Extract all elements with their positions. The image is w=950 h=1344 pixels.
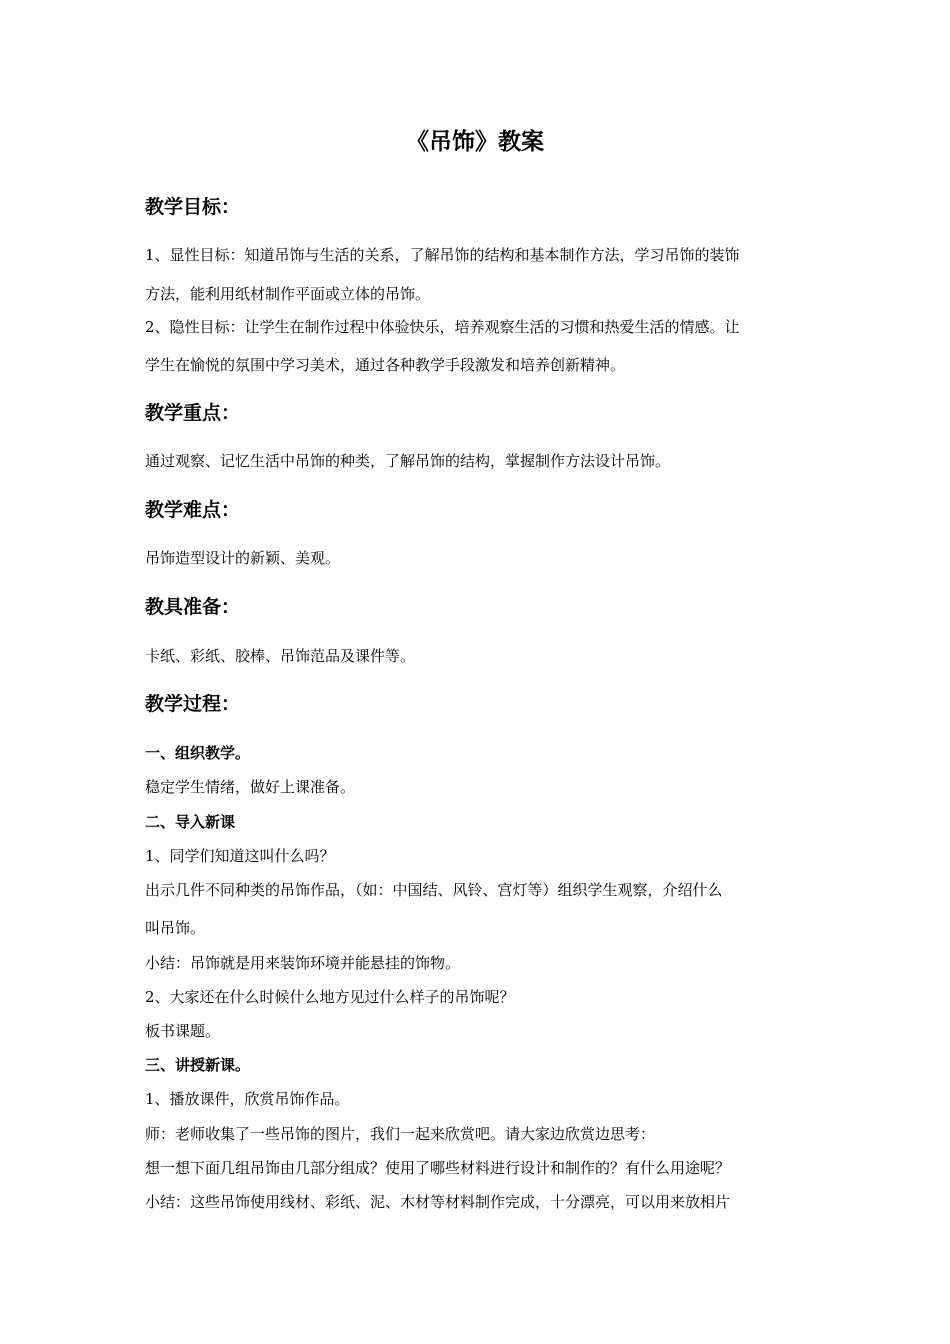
process-step-3-line-1: 1、播放课件，欣赏吊饰作品。 bbox=[145, 1090, 350, 1108]
process-step-2-line-4: 小结：吊饰就是用来装饰环境并能悬挂的饰物。 bbox=[145, 954, 461, 972]
process-step-2-line-5: 2、大家还在什么时候什么地方见过什么样子的吊饰呢？ bbox=[145, 988, 515, 1006]
objectives-line-4: 学生在愉悦的氛围中学习美术，通过各种教学手段激发和培养创新精神。 bbox=[145, 356, 626, 374]
heading-process: 教学过程： bbox=[145, 693, 241, 715]
heading-key-points: 教学重点： bbox=[145, 402, 241, 424]
process-step-2-line-1: 1、同学们知道这叫什么吗？ bbox=[145, 847, 335, 865]
materials-line-1: 卡纸、彩纸、胶棒、吊饰范品及课件等。 bbox=[145, 647, 416, 665]
process-step-3-line-4: 小结：这些吊饰使用线材、彩纸、泥、木材等材料制作完成，十分漂亮，可以用来放相片 bbox=[145, 1193, 731, 1211]
process-step-2-line-6: 板书课题。 bbox=[145, 1022, 221, 1040]
process-step-2-line-3: 叫吊饰。 bbox=[145, 919, 206, 937]
heading-difficulties: 教学难点： bbox=[145, 499, 241, 521]
document-title: 《吊饰》教案 bbox=[406, 129, 544, 155]
process-step-1-line-1: 稳定学生情绪，做好上课准备。 bbox=[145, 778, 356, 796]
heading-materials: 教具准备： bbox=[145, 596, 241, 618]
process-step-3-line-3: 想一想下面几组吊饰由几部分组成？使用了哪些材料进行设计和制作的？有什么用途呢？ bbox=[145, 1159, 731, 1177]
process-step-3-line-2: 师：老师收集了一些吊饰的图片，我们一起来欣赏吧。请大家边欣赏边思考： bbox=[145, 1125, 656, 1143]
process-step-3-title: 三、讲授新课。 bbox=[145, 1056, 251, 1074]
objectives-line-2: 方法，能利用纸材制作平面或立体的吊饰。 bbox=[145, 285, 431, 303]
process-step-2-line-2: 出示几件不同种类的吊饰作品，（如：中国结、风铃、宫灯等）组织学生观察，介绍什么 bbox=[145, 881, 723, 899]
objectives-line-3: 2、隐性目标：让学生在制作过程中体验快乐，培养观察生活的习惯和热爱生活的情感。让 bbox=[145, 318, 740, 336]
objectives-line-1: 1、显性目标：知道吊饰与生活的关系，了解吊饰的结构和基本制作方法，学习吊饰的装饰 bbox=[145, 246, 740, 264]
difficulties-line-1: 吊饰造型设计的新颖、美观。 bbox=[145, 549, 341, 567]
process-step-2-title: 二、导入新课 bbox=[145, 813, 236, 831]
heading-objectives: 教学目标： bbox=[145, 196, 241, 218]
key-points-line-1: 通过观察、记忆生活中吊饰的种类，了解吊饰的结构，掌握制作方法设计吊饰。 bbox=[145, 452, 671, 470]
process-step-1-title: 一、组织教学。 bbox=[145, 744, 251, 762]
